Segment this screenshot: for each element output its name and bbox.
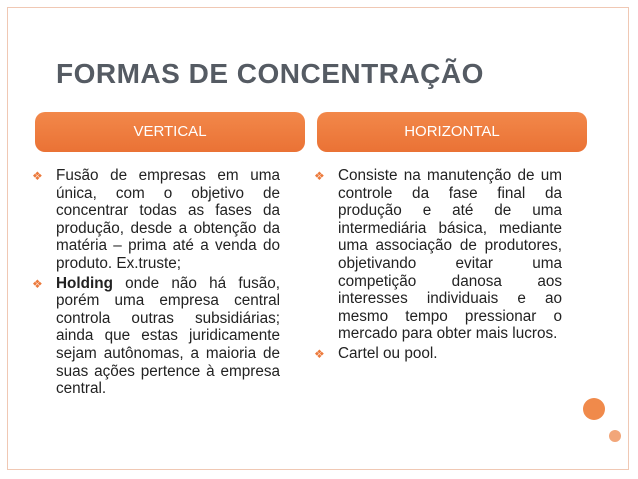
list-item: [312, 345, 562, 363]
orange-bullet-icon: ❖: [32, 276, 43, 291]
orange-bullet-icon: ❖: [314, 346, 325, 361]
decorative-circle-large: [583, 398, 605, 420]
vertical-list: [30, 167, 280, 400]
list-item: [30, 275, 280, 398]
decorative-circle-small: [609, 430, 621, 442]
list-item: [312, 167, 562, 343]
vertical-header: VERTICAL: [35, 112, 305, 152]
page-title: FORMAS DE CONCENTRAÇÃO: [56, 58, 484, 89]
item-bold-text: Holding: [56, 274, 113, 292]
item-text: Consiste na manutenção de um controle da fase final da produção e até de uma intermediária básica, mediante uma associação de produtores, objetivando evitar uma competição danosa aos interesses individuais e ao mesmo tempo pressionar o mercado para obter mais lucros.: [338, 167, 562, 343]
item-text: Cartel ou pool.: [338, 344, 438, 362]
list-item: [30, 167, 280, 273]
orange-bullet-icon: ❖: [314, 169, 325, 183]
horizontal-list: [312, 167, 562, 365]
horizontal-header: HORIZONTAL: [317, 112, 587, 152]
item-text: Fusão de empresas em uma única, com o objetivo de concentrar todas as fases da produção, desde a obtenção da matéria – prima até a venda do produto. Ex.truste;: [56, 167, 280, 272]
orange-bullet-icon: ❖: [32, 169, 43, 183]
item-text: onde não há fusão, porém uma empresa central controla outras subsidiárias; ainda que estas juridicamente sejam autônomas, a maioria de suas ações pertence à empresa central.: [56, 274, 280, 398]
